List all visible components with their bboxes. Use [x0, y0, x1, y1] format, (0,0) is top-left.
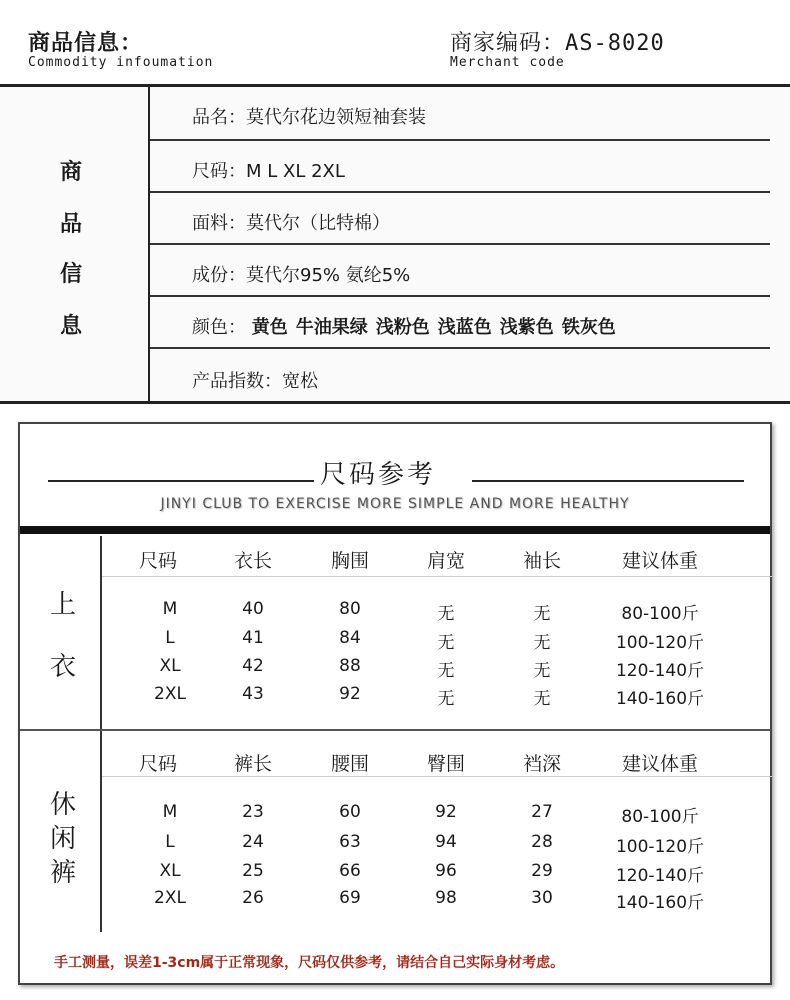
pants-label-char: 休 [50, 790, 77, 820]
title-divider-bar [20, 526, 770, 534]
pants-table-cell: 69 [339, 888, 361, 908]
pants-header-cell: 腰围 [330, 753, 369, 775]
top-header-cell: 胸围 [330, 550, 369, 572]
pants-table-cell: 94 [435, 832, 457, 852]
top-table-cell: 无 [437, 604, 455, 624]
pants-table-cell: M [162, 802, 178, 822]
top-table-cell: 40 [242, 599, 264, 619]
top-table-cell: 43 [242, 684, 264, 704]
side-char: 商 [60, 160, 83, 185]
product-name: 品名：莫代尔花边领短袖套装 [192, 107, 426, 128]
top-header-cell: 衣长 [233, 550, 272, 572]
title-line-right [472, 480, 744, 482]
pants-table-cell: L [165, 832, 175, 852]
title-line-left [48, 480, 314, 482]
color-option: 浅紫色 [499, 317, 554, 338]
top-table-cell: L [165, 628, 175, 648]
pants-table-cell: 92 [435, 802, 457, 822]
size-chart [18, 422, 772, 985]
top-table-cell: 92 [339, 684, 361, 704]
top-label-char: 衣 [50, 652, 77, 682]
info-row-name [150, 87, 770, 141]
pants-table-cell: 27 [531, 802, 553, 822]
pants-table-cell: 28 [531, 832, 553, 852]
top-header-cell: 袖长 [522, 550, 561, 572]
measurement-note: 手工测量，误差1-3cm属于正常现象，尺码仅供参考，请结合自己实际身材考虑。 [54, 955, 565, 971]
pants-table-cell: XL [159, 861, 181, 881]
top-table-cell: 无 [533, 661, 551, 681]
pants-label-char: 裤 [50, 858, 77, 888]
pants-header-cell: 尺码 [138, 753, 177, 775]
header-row-divider [102, 776, 772, 777]
size-chart-subtitle: JINYI CLUB TO EXERCISE MORE SIMPLE AND MORE HEALTHY [160, 496, 630, 512]
product-info-side-label [0, 87, 148, 401]
header-bar [0, 0, 790, 84]
top-table-cell: 41 [242, 628, 264, 648]
pants-table-cell: 26 [242, 888, 264, 908]
top-table-cell: M [162, 599, 178, 619]
product-info-table [0, 84, 790, 404]
top-table-cell: 无 [533, 689, 551, 709]
side-char: 信 [60, 262, 83, 287]
pants-table-cell: 29 [531, 861, 553, 881]
info-row-fit [150, 349, 770, 401]
merchant-code: 商家编码：AS-8020 [450, 31, 665, 56]
pants-table-cell: 23 [242, 802, 264, 822]
pants-table-cell: 24 [242, 832, 264, 852]
top-table-cell: 无 [437, 633, 455, 653]
chart-section-divider [20, 729, 770, 731]
top-table-cell: 42 [242, 656, 264, 676]
pants-header-cell: 裆深 [522, 753, 561, 775]
pants-table-cell: 80-100斤 [621, 807, 699, 827]
pants-table-cell: 66 [339, 861, 361, 881]
top-label-char: 上 [50, 590, 77, 620]
product-composition: 成份：莫代尔95% 氨纶5% [192, 265, 411, 286]
pants-table-cell: 100-120斤 [615, 837, 705, 857]
top-table-cell: 无 [533, 633, 551, 653]
color-option: 浅蓝色 [437, 317, 492, 338]
top-header-cell: 尺码 [138, 550, 177, 572]
top-table-cell: 无 [533, 604, 551, 624]
product-sizes: 尺码：M L XL 2XL [192, 161, 345, 182]
colors-label: 颜色： [192, 317, 246, 338]
top-table-cell: 无 [437, 661, 455, 681]
pants-table-cell: 98 [435, 888, 457, 908]
pants-table-cell: 140-160斤 [615, 893, 705, 913]
color-option: 黄色 [251, 317, 288, 338]
pants-table-cell: 60 [339, 802, 361, 822]
info-row-composition [150, 245, 770, 297]
top-table-cell: 无 [437, 689, 455, 709]
pants-header-cell: 臀围 [426, 753, 465, 775]
commodity-info-subtitle: Commodity infoumation [28, 55, 214, 70]
color-option: 牛油果绿 [295, 317, 368, 338]
pants-label-char: 闲 [50, 824, 77, 854]
pants-table-cell: 30 [531, 888, 553, 908]
side-char: 品 [60, 212, 83, 237]
top-table-cell: 80-100斤 [621, 604, 699, 624]
top-table-cell: 84 [339, 628, 361, 648]
commodity-info-title: 商品信息： [28, 31, 144, 56]
color-option: 铁灰色 [561, 317, 616, 338]
top-table-cell: 88 [339, 656, 361, 676]
info-row-colors [150, 297, 770, 349]
pants-header-cell: 裤长 [233, 753, 272, 775]
top-table-cell: 140-160斤 [615, 689, 705, 709]
info-row-size [150, 141, 770, 193]
pants-table-cell: 25 [242, 861, 264, 881]
pants-table-cell: 2XL [154, 888, 186, 908]
size-chart-title: 尺码参考 [320, 460, 437, 490]
top-header-cell: 肩宽 [426, 550, 465, 572]
header-row-divider [102, 576, 772, 577]
pants-table-cell: 63 [339, 832, 361, 852]
pants-header-cell: 建议体重 [621, 753, 698, 775]
top-table-cell: XL [159, 656, 181, 676]
product-fit: 产品指数：宽松 [192, 371, 318, 392]
top-table-cell: 100-120斤 [615, 633, 705, 653]
pants-table-cell: 96 [435, 861, 457, 881]
pants-table-cell: 120-140斤 [615, 866, 705, 886]
top-table-cell: 2XL [154, 684, 186, 704]
side-char: 息 [60, 314, 83, 339]
product-colors [192, 313, 624, 339]
chart-vertical-divider [100, 536, 102, 932]
top-header-cell: 建议体重 [621, 550, 698, 572]
product-fabric: 面料：莫代尔（比特棉） [192, 213, 390, 234]
top-table-cell: 80 [339, 599, 361, 619]
merchant-code-subtitle: Merchant code [450, 55, 565, 70]
top-table-cell: 120-140斤 [615, 661, 705, 681]
info-row-fabric [150, 193, 770, 245]
color-option: 浅粉色 [375, 317, 430, 338]
